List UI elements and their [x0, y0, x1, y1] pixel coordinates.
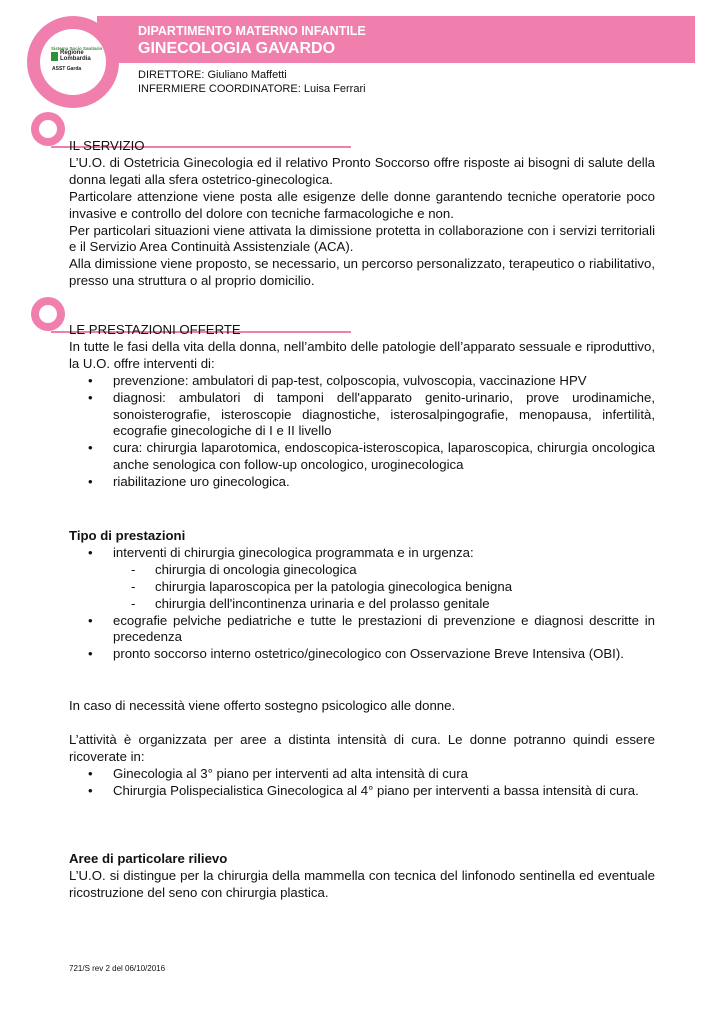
section-title: Tipo di prestazioni	[69, 528, 186, 543]
paragraph: Particolare attenzione viene posta alle esigenze delle donne garantendo tecniche operatorie poco invasive e controllo del dolore con tecniche farmacologiche e non.	[69, 188, 655, 221]
logo-asst-label: ASST Garda	[52, 66, 82, 72]
sub-list-item: - chirurgia dell'incontinenza urinaria e del prolasso genitale	[131, 595, 490, 611]
section-title: LE PRESTAZIONI OFFERTE	[69, 322, 241, 337]
list-item: • cura: chirurgia laparotomica, endoscopica-isteroscopica, laparoscopica, chirurgia oncologica anche senologica con follow-up oncologico, uroginecologica	[88, 440, 655, 473]
list-item: • riabilitazione uro ginecologica.	[88, 474, 290, 490]
department-title: DIPARTIMENTO MATERNO INFANTILE	[138, 24, 366, 38]
list-item: • ecografie pelviche pediatriche e tutte le prestazioni di prevenzione e diagnosi descritte in precedenza	[88, 612, 655, 645]
list-item: • Ginecologia al 3° piano per interventi ad alta intensità di cura	[88, 765, 468, 781]
sub-list-item: - chirurgia laparoscopica per la patologia ginecologica benigna	[131, 578, 513, 594]
aree-section	[69, 732, 655, 800]
paragraph: L’U.O. di Ostetricia Ginecologia ed il relativo Pronto Soccorso offre risposte ai bisogni di salute della donna legati alla sfera ostetrico-ginecologica.	[69, 154, 655, 187]
director-line: DIRETTORE: Giuliano Maffetti	[138, 69, 287, 81]
section-title: Aree di particolare rilievo	[69, 851, 228, 866]
section-title: IL SERVIZIO	[69, 138, 145, 153]
unit-title: GINECOLOGIA GAVARDO	[138, 40, 336, 57]
paragraph: Alla dimissione viene proposto, se necessario, un percorso personalizzato, terapeutico o riabilitativo, presso una struttura o al proprio domicilio.	[69, 256, 655, 289]
logo	[40, 29, 106, 95]
lombardia-flag-icon	[51, 52, 58, 61]
list-item: • interventi di chirurgia ginecologica programmata e in urgenza:	[88, 544, 474, 560]
paragraph: In tutte le fasi della vita della donna, nell’ambito delle patologie dell’apparato sessuale e riproduttivo, la U.O. offre interventi di:	[69, 338, 655, 371]
paragraph: Per particolari situazioni viene attivata la dimissione protetta in collaborazione con i servizi territoriali e il Servizio Area Continuità Assistenziale (ACA).	[69, 222, 655, 255]
coordinator-line: INFERMIERE COORDINATORE: Luisa Ferrari	[138, 83, 366, 95]
document-footer: 721/S rev 2 del 06/10/2016	[69, 964, 166, 973]
prestazioni-section	[69, 322, 655, 491]
list-item: • Chirurgia Polispecialistica Ginecologica al 4° piano per interventi a bassa intensità di cura.	[88, 782, 639, 798]
support-paragraph: In caso di necessità viene offerto sostegno psicologico alle donne.	[69, 698, 456, 713]
paragraph: L’U.O. si distingue per la chirurgia della mammella con tecnica del linfonodo sentinella ed eventuale ricostruzione del seno con chirurgia plastica.	[69, 867, 655, 900]
logo-system-label: Sistema Socio Sanitario	[51, 46, 103, 51]
sub-list-item: - chirurgia di oncologia ginecologica	[131, 561, 357, 577]
list-item: • pronto soccorso interno ostetrico/ginecologico con Osservazione Breve Intensiva (OBI).	[88, 646, 624, 662]
servizio-section	[69, 138, 655, 290]
staff-info	[138, 68, 366, 96]
list-item: • diagnosi: ambulatori di tamponi dell'apparato genito-urinario, prove urodinamiche, sonoisterografie, isteroscopie diagnostiche, isterosalpingografie, menopausa, infertilità, ecografie ginecologiche di I e II livello	[88, 389, 655, 439]
rilievo-section	[69, 851, 655, 902]
paragraph: L’attività è organizzata per aree a distinta intensità di cura. Le donne potranno quindi essere ricoverate in:	[69, 732, 655, 764]
list-item: • prevenzione: ambulatori di pap-test, colposcopia, vulvoscopia, vaccinazione HPV	[88, 372, 587, 388]
tipo-section	[69, 528, 655, 663]
logo-region-label: Regione Lombardia	[60, 50, 91, 62]
